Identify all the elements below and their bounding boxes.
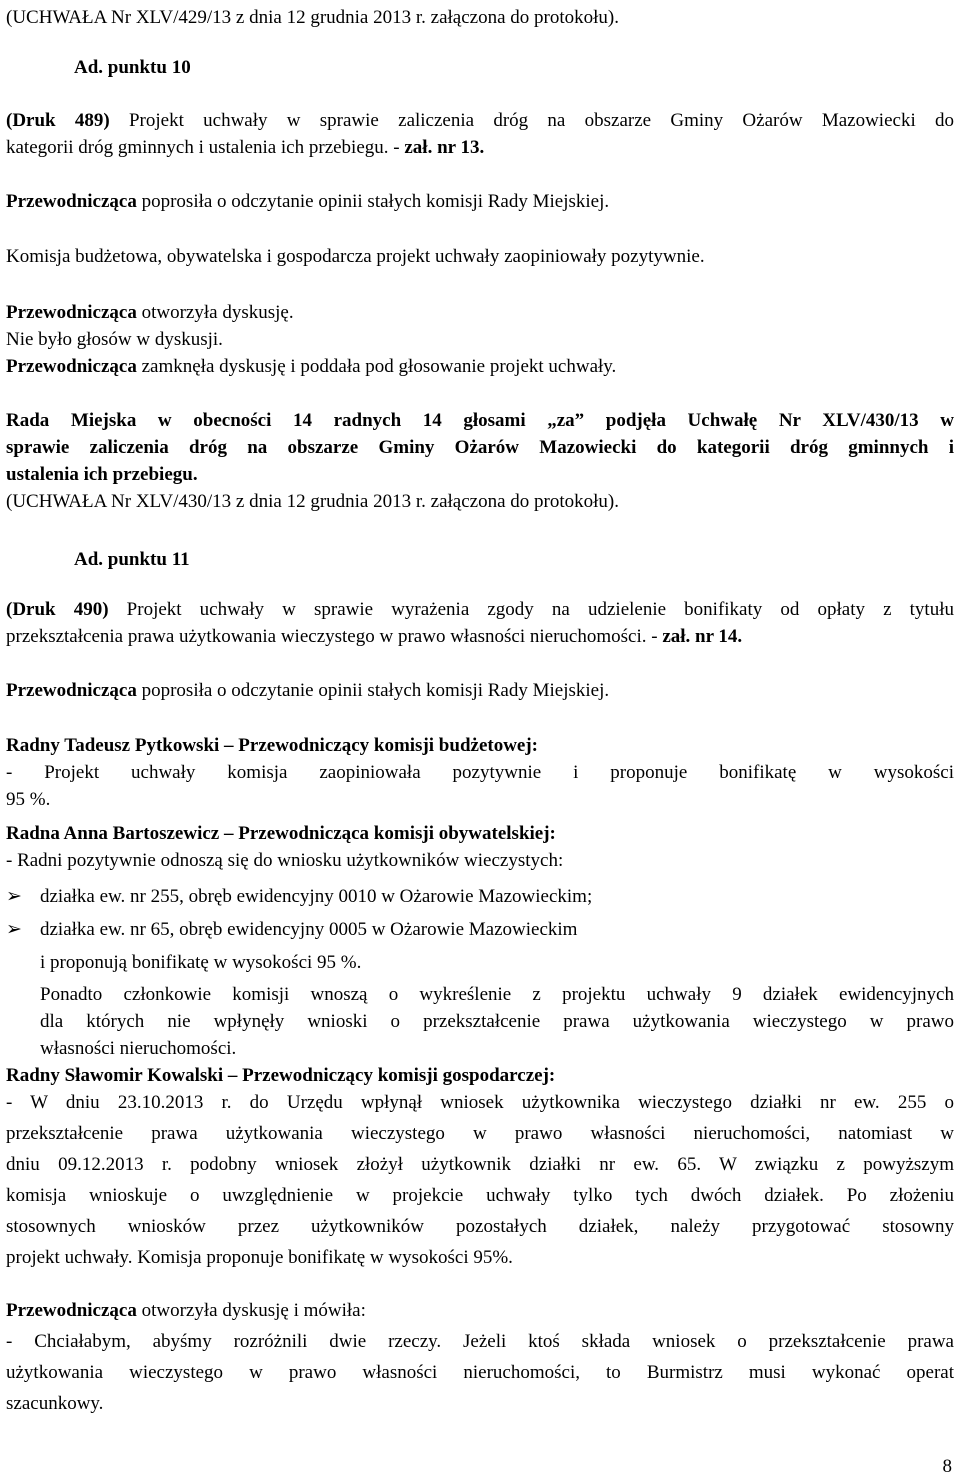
moreover-line3: własności nieruchomości. <box>40 1038 237 1059</box>
bullet-item-2-text: działka ew. nr 65, obręb ewidencyjny 0005 w Ożarowie Mazowieckim <box>40 919 578 940</box>
attachment-13: zał. nr 13. <box>404 137 485 158</box>
druk-490-line2 <box>6 625 742 649</box>
druk-489-label: (Druk 489) <box>6 110 110 131</box>
pytkowski-line2: 95 %. <box>6 789 51 810</box>
agenda-item-11-heading: Ad. punktu 11 <box>74 549 190 570</box>
druk-490-line1 <box>6 598 954 622</box>
bullet-item-1 <box>6 885 592 909</box>
agenda-item-10-heading: Ad. punktu 10 <box>74 57 191 78</box>
chair-speaks <box>6 1299 366 1323</box>
kowalski-line6: projekt uchwały. Komisja proponuje bonifikatę w wysokości 95%. <box>6 1247 513 1268</box>
kowalski-line1: - W dniu 23.10.2013 r. do Urzędu wpłynął wniosek użytkownika wieczystego działki nr ew. 255 o <box>6 1092 954 1113</box>
chair-speaks-text: otworzyła dyskusję i mówiła: <box>136 1300 366 1321</box>
close-text: zamknęła dyskusję i poddała pod głosowanie projekt uchwały. <box>136 356 617 377</box>
druk-489-text: Projekt uchwały w sprawie zaliczenia dróg na obszarze Gminy Ożarów Mazowiecki do <box>109 110 954 131</box>
druk-490-label: (Druk 490) <box>6 599 109 620</box>
attachment-14: zał. nr 14. <box>662 626 743 647</box>
chair-label: Przewodnicząca <box>6 680 137 701</box>
chair-request-1 <box>6 190 609 214</box>
druk-489-text2: kategorii dróg gminnych i ustalenia ich przebiegu. - <box>6 137 405 158</box>
vote-result-line3: ustalenia ich przebiegu. <box>6 464 198 485</box>
chair-label: Przewodnicząca <box>6 191 137 212</box>
bullet-continuation: i proponują bonifikatę w wysokości 95 %. <box>40 952 362 973</box>
chair-statement-line1: - Chciałabym, abyśmy rozróżnili dwie rzeczy. Jeżeli ktoś składa wniosek o przekształcenie prawa <box>6 1331 954 1352</box>
kowalski-heading: Radny Sławomir Kowalski – Przewodniczący komisji gospodarczej: <box>6 1065 556 1086</box>
kowalski-line2: przekształcenie prawa użytkowania wieczystego w prawo własności nieruchomości, natomiast w <box>6 1123 954 1144</box>
arrow-bullet-icon: ➢ <box>6 886 22 907</box>
druk-490-text2: przekształcenia prawa użytkowania wieczystego w prawo własności nieruchomości. - <box>6 626 663 647</box>
vote-result-line2: sprawie zaliczenia dróg na obszarze Gminy Ożarów Mazowiecki do kategorii dróg gminnych i <box>6 437 954 458</box>
chair-request-2 <box>6 679 609 703</box>
chair-statement-line3: szacunkowy. <box>6 1393 104 1414</box>
resolution-430-note: (UCHWAŁA Nr XLV/430/13 z dnia 12 grudnia 2013 r. załączona do protokołu). <box>6 491 619 512</box>
chair-label: Przewodnicząca <box>6 302 137 323</box>
kowalski-line5: stosownych wniosków przez użytkowników pozostałych działek, należy przygotować stosowny <box>6 1216 954 1237</box>
no-voices: Nie było głosów w dyskusji. <box>6 329 223 350</box>
vote-result-line1: Rada Miejska w obecności 14 radnych 14 głosami „za” podjęła Uchwałę Nr XLV/430/13 w <box>6 410 954 431</box>
chair-closes-discussion <box>6 355 616 379</box>
open-text: otworzyła dyskusję. <box>136 302 294 323</box>
bullet-item-2 <box>6 918 577 942</box>
bartoszewicz-heading: Radna Anna Bartoszewicz – Przewodnicząca komisji obywatelskiej: <box>6 823 556 844</box>
chair-request-text: poprosiła o odczytanie opinii stałych komisji Rady Miejskiej. <box>136 191 610 212</box>
committees-opinion: Komisja budżetowa, obywatelska i gospodarcza projekt uchwały zaopiniowały pozytywnie. <box>6 246 705 267</box>
druk-489-line2 <box>6 136 484 160</box>
arrow-bullet-icon: ➢ <box>6 919 22 940</box>
page-number: 8 <box>942 1456 952 1477</box>
druk-490-text: Projekt uchwały w sprawie wyrażenia zgody na udzielenie bonifikaty od opłaty z tytułu <box>108 599 954 620</box>
kowalski-line3: dniu 09.12.2013 r. podobny wniosek złożył użytkownik działki nr ew. 65. W związku z powyższym <box>6 1154 954 1175</box>
chair-statement-line2: użytkowania wieczystego w prawo własności nieruchomości, to Burmistrz musi wykonać operat <box>6 1362 954 1383</box>
chair-label: Przewodnicząca <box>6 1300 137 1321</box>
moreover-line2: dla których nie wpłynęły wnioski o przekształcenie prawa użytkowania wieczystego w prawo <box>40 1011 954 1032</box>
bartoszewicz-line1: - Radni pozytywnie odnoszą się do wniosku użytkowników wieczystych: <box>6 850 564 871</box>
kowalski-line4: komisja wnioskuje o uwzględnienie w projekcie uchwały tylko tych dwóch działek. Po złożeniu <box>6 1185 954 1206</box>
pytkowski-line1: - Projekt uchwały komisja zaopiniowała pozytywnie i proponuje bonifikatę w wysokości <box>6 762 954 783</box>
pytkowski-heading: Radny Tadeusz Pytkowski – Przewodniczący komisji budżetowej: <box>6 735 539 756</box>
chair-opens-discussion <box>6 301 294 325</box>
chair-label: Przewodnicząca <box>6 356 137 377</box>
resolution-429-note: (UCHWAŁA Nr XLV/429/13 z dnia 12 grudnia 2013 r. załączona do protokołu). <box>6 7 619 28</box>
chair-request-text: poprosiła o odczytanie opinii stałych komisji Rady Miejskiej. <box>136 680 610 701</box>
bullet-item-1-text: działka ew. nr 255, obręb ewidencyjny 0010 w Ożarowie Mazowieckim; <box>40 886 593 907</box>
moreover-line1: Ponadto członkowie komisji wnoszą o wykreślenie z projektu uchwały 9 działek ewidencyjnych <box>40 984 954 1005</box>
druk-489-line1 <box>6 109 954 133</box>
